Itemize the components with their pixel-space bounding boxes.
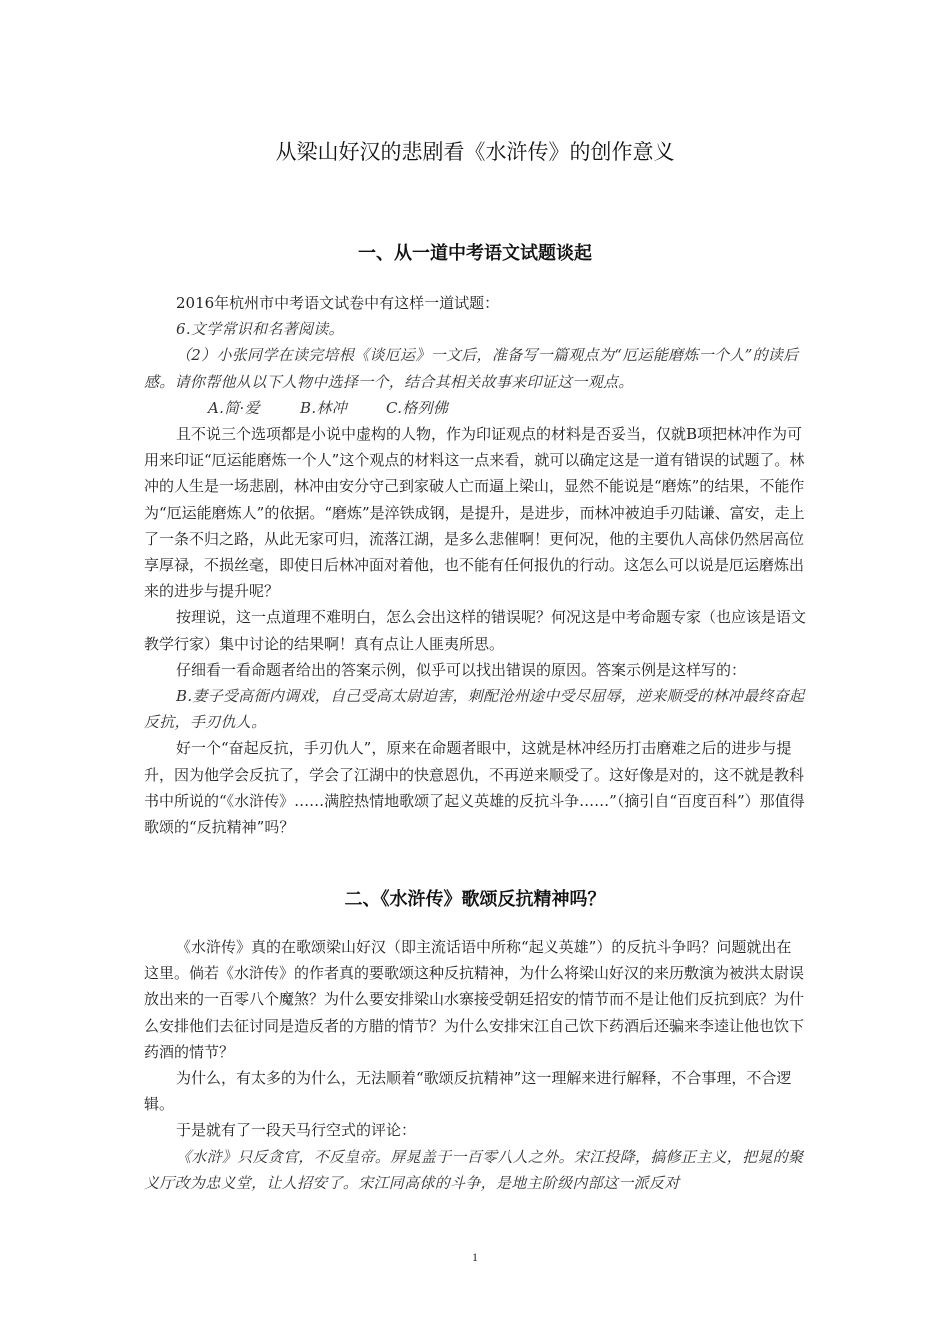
section-2-body — [144, 934, 806, 1196]
answer-example: B.妻子受高衙内调戏，自己受高太尉迫害，刺配沧州途中受尽屈辱，逆来顺受的林冲最终奋起反抗，手刃仇人。 — [144, 687, 805, 732]
option-c: C.格列佛 — [386, 398, 449, 417]
document-title: 从梁山好汉的悲剧看《水浒传》的创作意义 — [275, 140, 675, 164]
option-a: A.简·爱 — [208, 398, 260, 417]
paragraph: 且不说三个选项都是小说中虚构的人物，作为印证观点的材料是否妥当，仅就B项把林冲作为可用来印证“厄运能磨炼一个人”这个观点的材料这一点来看，就可以确定这是一道有错误的试题了。林冲的人生是一场悲剧，林冲由安分守己到家破人亡而逼上梁山，显然不能说是“磨炼”的结果，不能作为“厄运能磨炼人”的依据。“磨炼”是淬铁成钢，是提升，是进步，而林冲被迫手刃陆谦、富安，走上了一条不归之路，从此无家可归，流落江湖，是多么悲催啊！更何况，他的主要仇人高俅仍然居高位享厚禄，不损丝毫，即使日后林冲面对着他，也不能有任何报仇的行动。这怎么可以说是厄运磨炼出来的进步与提升呢？ — [144, 425, 805, 601]
paragraph: 按理说，这一点道理不难明白，怎么会出这样的错误呢？何况这是中考命题专家（也应该是语文教学行家）集中讨论的结果啊！真有点让人匪夷所思。 — [144, 608, 807, 653]
option-b: B.林冲 — [300, 398, 347, 417]
paragraph: 于是就有了一段天马行空式的评论： — [176, 1121, 417, 1140]
paragraph: 好一个“奋起反抗，手刃仇人”，原来在命题者眼中，这就是林冲经历打击磨难之后的进步与提升，因为他学会反抗了，学会了江湖中的快意恩仇，不再逆来顺受了。这好像是对的，这不就是教科书中所说的“《水浒传》……满腔热情地歌颂了起义英雄的反抗斗争……”（摘引自“百度百科”）那值得歌颂的“反抗精神”吗？ — [144, 739, 805, 837]
paragraph: 《水浒传》真的在歌颂梁山好汉（即主流话语中所称“起义英雄”）的反抗斗争吗？问题就出在这里。倘若《水浒传》的作者真的要歌颂这种反抗精神，为什么将梁山好汉的来历敷演为被洪太尉误放出来的一百零八个魔煞？为什么要安排梁山水寨接受朝廷招安的情节而不是让他们反抗到底？为什么安排他们去征讨同是造反者的方腊的情节？为什么安排宋江自己饮下药酒后还骗来李逵让他也饮下药酒的情节？ — [144, 938, 805, 1061]
options-row — [144, 395, 806, 421]
intro-paragraph: 2016年杭州市中考语文试卷中有这样一道试题： — [176, 294, 500, 312]
section-heading-1: 一、从一道中考语文试题谈起 — [358, 243, 592, 264]
paragraph: 为什么，有太多的为什么，无法顺着“歌颂反抗精神”这一理解来进行解释，不合事理，不合逻辑。 — [144, 1069, 792, 1114]
quote-paragraph: 《水浒》只反贪官，不反皇帝。屏晁盖于一百零八人之外。宋江投降，搞修正主义，把晁的聚义厅改为忠义堂，让人招安了。宋江同高俅的斗争，是地主阶级内部这一派反对 — [144, 1147, 804, 1192]
question-text: （2）小张同学在读完培根《谈厄运》一文后，准备写一篇观点为“厄运能磨炼一个人”的读后感。请你帮他从以下人物中选择一个，结合其相关故事来印证这一观点。 — [144, 346, 799, 391]
page-number: 1 — [472, 1250, 478, 1264]
section-1-body — [144, 290, 806, 840]
question-label: 6.文学常识和名著阅读。 — [176, 320, 344, 339]
paragraph: 仔细看一看命题者给出的答案示例，似乎可以找出错误的原因。答案示例是这样写的： — [176, 660, 747, 679]
section-heading-2: 二、《水浒传》歌颂反抗精神吗？ — [344, 889, 606, 910]
